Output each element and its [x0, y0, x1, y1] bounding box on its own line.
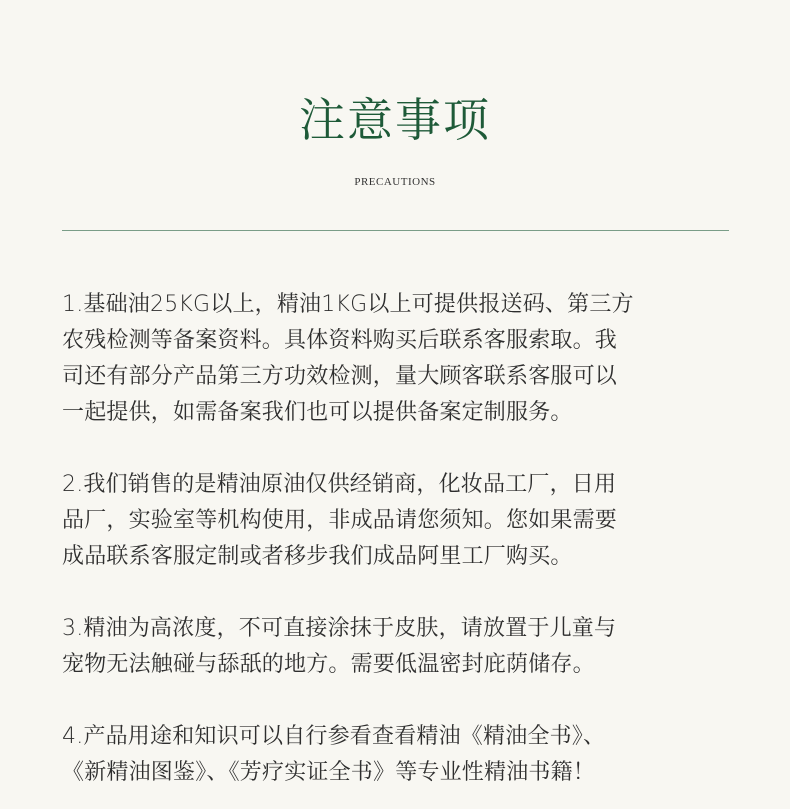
text-line: 2.我们销售的是精油原油仅供经销商，化妆品工厂，日用	[62, 472, 617, 497]
title-divider	[62, 230, 729, 231]
text-line: 农残检测等备案资料。具体资料购买后联系客服索取。我	[62, 328, 618, 353]
text-line: 4.产品用途和知识可以自行参看查看精油《精油全书》、	[62, 724, 606, 749]
page-subtitle: PRECAUTIONS	[354, 176, 436, 188]
text-line: 司还有部分产品第三方功效检测，量大顾客联系客服可以	[62, 364, 618, 389]
text-line: 品厂，实验室等机构使用，非成品请您须知。您如果需要	[62, 508, 618, 533]
precaution-item-4	[62, 719, 730, 791]
text-line: 一起提供，如需备案我们也可以提供备案定制服务。	[62, 400, 573, 425]
page-title: 注意事项	[299, 93, 491, 147]
text-line: 《新精油图鉴》、《芳疗实证全书》等专业性精油书籍！	[62, 760, 596, 785]
precaution-item-3	[62, 611, 730, 683]
precaution-item-1	[62, 287, 730, 431]
precaution-item-2	[62, 467, 730, 575]
text-line: 成品联系客服定制或者移步我们成品阿里工厂购买。	[62, 544, 573, 569]
text-line: 宠物无法触碰与舔舐的地方。需要低温密封庇荫储存。	[62, 652, 595, 677]
text-line: 3.精油为高浓度，不可直接涂抹于皮肤，请放置于儿童与	[62, 616, 617, 641]
text-line: 1.基础油25KG以上，精油1KG以上可提供报送码、第三方	[62, 292, 634, 317]
